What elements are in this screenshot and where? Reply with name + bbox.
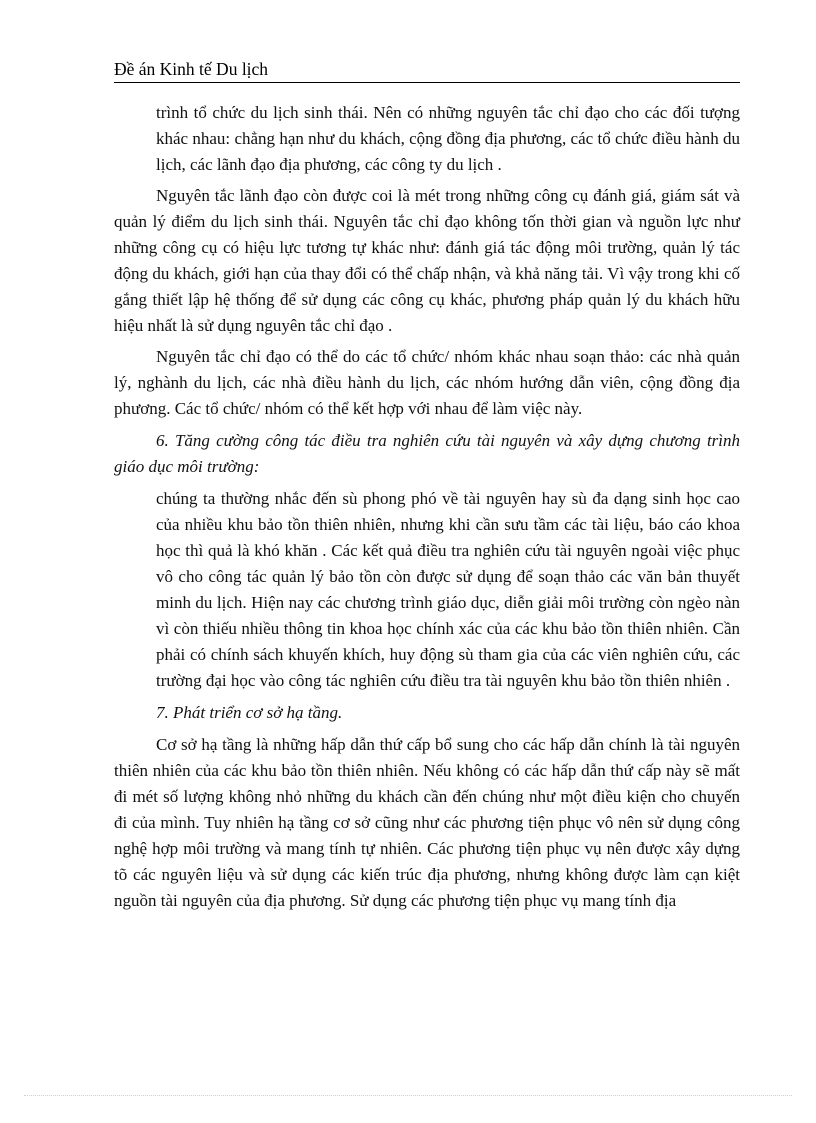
document-body <box>114 100 740 919</box>
section-heading-6: 6. Tăng cường công tác điều tra nghiên cứu tài nguyên và xây dựng chương trình giáo dục môi trường: <box>114 431 740 476</box>
header-title: Đề án Kinh tế Du lịch <box>114 59 269 79</box>
section-heading-7: 7. Phát triển cơ sở hạ tầng. <box>156 703 343 722</box>
paragraph-research: chúng ta thường nhắc đến sù phong phó về tài nguyên hay sù đa dạng sinh học cao của nhiều khu bảo tồn thiên nhiên, nhưng khi cần sưu tầm các tài liệu, báo cáo khoa học thì quả là khó khăn . Các kết quả điều tra nghiên cứu tài nguyên ngoài việc phục vô cho công tác quản lý bảo tồn còn được sử dụng để soạn thảo các văn bản thuyết minh du lịch. Hiện nay các chương trình giáo dục, diễn giải môi trường còn ngèo nàn vì còn thiếu nhiều thông tin khoa học chính xác của các khu bảo tồn thiên nhiên. Cần phải có chính sách khuyến khích, huy động sù tham gia của các viên nghiên cứu, các trường đại học vào công tác nghiên cứu điều tra tài nguyên khu bảo tồn thiên nhiên . <box>156 489 740 690</box>
footer-divider <box>24 1095 792 1096</box>
paragraph-guidelines-authors: Nguyên tắc chỉ đạo có thể do các tổ chức/ nhóm khác nhau soạn thảo: các nhà quản lý, nghành du lịch, các nhà điều hành du lịch, các nhóm hướng dẫn viên, cộng đồng địa phương. Các tổ chức/ nhóm có thể kết hợp với nhau để làm việc này. <box>114 347 740 418</box>
page-header <box>114 56 740 83</box>
paragraph-guidelines-tools: Nguyên tắc lãnh đạo còn được coi là mét trong những công cụ đánh giá, giám sát và quản lý điểm du lịch sinh thái. Nguyên tắc chỉ đạo không tốn thời gian và nguồn lực như những công cụ có hiệu lực tương tự khác như: đánh giá tác động môi trường, quản lý tác động du khách, giới hạn của thay đổi có thể chấp nhận, và khả năng tải. Vì vậy trong khi cố gắng thiết lập hệ thống để sử dụng các công cụ khác, phương pháp quản lý du khách hữu hiệu nhất là sử dụng nguyên tắc chỉ đạo . <box>114 186 740 335</box>
paragraph-continued: trình tổ chức du lịch sinh thái. Nên có những nguyên tắc chỉ đạo cho các đối tượng khác nhau: chẳng hạn như du khách, cộng đồng địa phương, các tổ chức điều hành du lịch, các lãnh đạo địa phương, các công ty du lịch . <box>156 103 740 174</box>
paragraph-infrastructure: Cơ sở hạ tầng là những hấp dẫn thứ cấp bổ sung cho các hấp dẫn chính là tài nguyên thiên nhiên của các khu bảo tồn thiên nhiên. Nếu không có các hấp dẫn thứ cấp này sẽ mất đi mét số lượng không nhỏ những du khách cần đến chúng như một điều kiện cho chuyến đi của mình. Tuy nhiên hạ tầng cơ sở cũng như các phương tiện phục vô nên sử dụng công nghệ hợp môi trường và mang tính tự nhiên. Các phương tiện phục vụ nên được xây dựng tõ các nguyên liệu và sử dụng các kiến trúc địa phương, nhưng không được làm cạn kiệt nguồn tài nguyên của địa phương. Sử dụng các phương tiện phục vụ mang tính địa <box>114 735 740 910</box>
